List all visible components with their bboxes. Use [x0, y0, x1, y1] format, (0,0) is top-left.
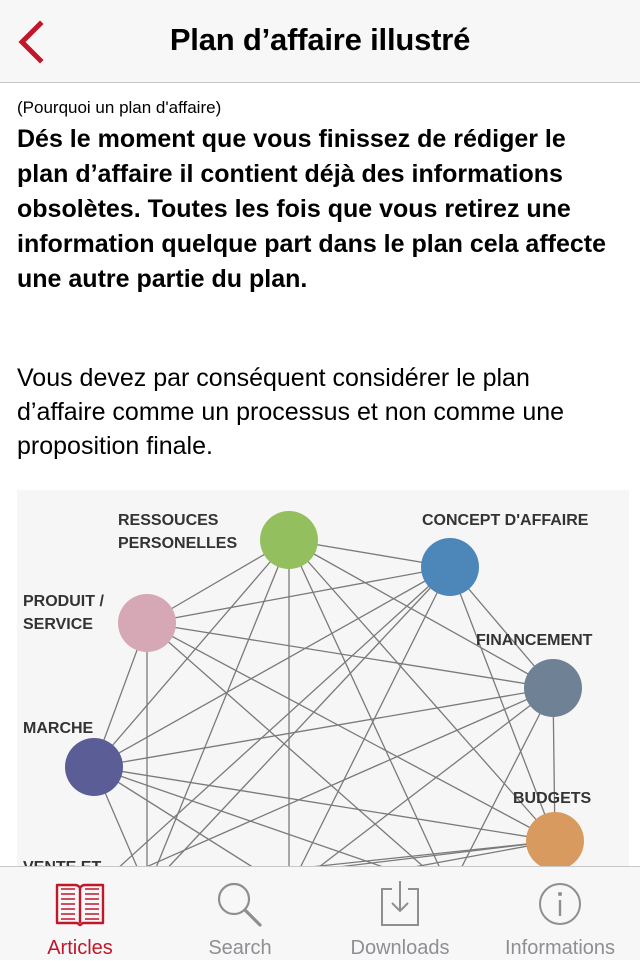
label-concept: CONCEPT D'AFFAIRE	[422, 512, 589, 529]
tab-articles[interactable]	[0, 867, 160, 961]
connection-line	[289, 567, 450, 890]
label-financement: FINANCEMENT	[476, 632, 593, 649]
article-subtitle: (Pourquoi un plan d'affaire)	[17, 98, 222, 117]
label-ressources-1: RESSOUCES	[118, 512, 219, 529]
connection-line	[147, 540, 289, 890]
node-ressources	[260, 511, 318, 569]
article-body-paragraph: Vous devez par conséquent considérer le plan d’affaire comme un processus et non comme une proposition finale.	[17, 364, 565, 460]
tab-bar	[0, 866, 640, 960]
article-lead-paragraph: Dés le moment que vous finissez de rédiger le plan d’affaire il contient déjà des informations obsolètes. Toutes les fois que vous retirez une information quelque part dans le plan cela affecte une autre partie du plan.	[17, 125, 607, 293]
label-ressources-2: PERSONELLES	[118, 535, 238, 552]
info-icon	[534, 879, 586, 929]
node-concept	[421, 538, 479, 596]
connection-lines	[94, 540, 555, 890]
tab-search-label: Search	[208, 937, 272, 959]
connection-line	[94, 688, 553, 890]
connection-line	[147, 623, 450, 890]
magnifier-icon	[214, 879, 266, 929]
connection-line	[289, 688, 553, 890]
label-marche: MARCHE	[23, 720, 94, 737]
label-budgets: BUDGETS	[513, 790, 592, 807]
tab-articles-label: Articles	[47, 937, 113, 959]
tab-search[interactable]	[160, 867, 320, 961]
book-icon	[54, 879, 106, 929]
label-produit-1: PRODUIT /	[23, 593, 104, 610]
business-plan-diagram	[17, 490, 629, 880]
node-produit	[118, 594, 176, 652]
node-budgets	[526, 812, 584, 870]
label-produit-2: SERVICE	[23, 616, 93, 633]
tab-downloads-label: Downloads	[350, 937, 450, 959]
download-icon	[374, 879, 426, 929]
connection-line	[147, 567, 450, 890]
tab-informations[interactable]	[480, 867, 640, 961]
article-content[interactable]	[0, 84, 640, 866]
node-marche	[65, 738, 123, 796]
network-diagram-svg	[17, 490, 629, 880]
connection-line	[94, 540, 289, 767]
tab-downloads[interactable]	[320, 867, 480, 961]
navigation-bar	[0, 0, 640, 83]
page-title: Plan d’affaire illustré	[169, 22, 471, 57]
connection-line	[94, 688, 553, 767]
node-financement	[524, 659, 582, 717]
tab-informations-label: Informations	[504, 937, 616, 959]
